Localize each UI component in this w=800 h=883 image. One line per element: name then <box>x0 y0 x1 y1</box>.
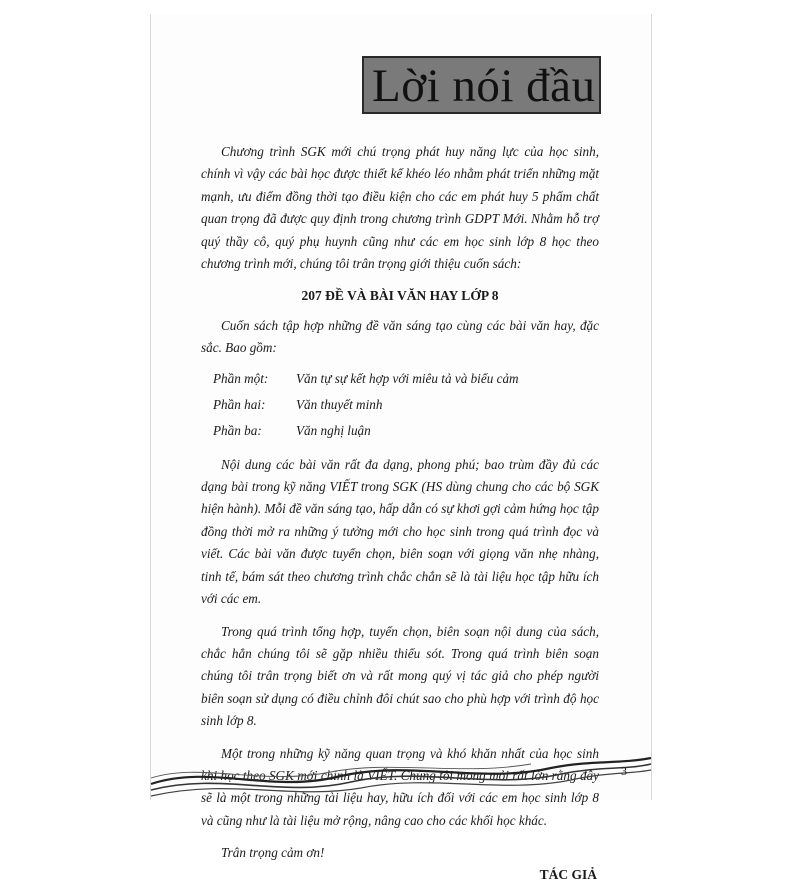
decorative-swash-icon <box>151 754 651 800</box>
process-paragraph: Trong quá trình tổng hợp, tuyển chọn, biên soạn nội dung của sách, chắc hẳn chúng tôi sẽ gặp nhiều thiếu sót. Trong quá trình biên soạn chúng tôi trân trọng biết ơn và rất mong quý vị tác giả cho phép người biên soạn sử dụng có điều chỉnh đôi chút sao cho phù hợp với trình độ học sinh lớp 8. <box>201 623 599 729</box>
part-label: Phần một: <box>213 370 269 386</box>
part-label: Phần hai: <box>213 396 266 412</box>
title-box <box>362 56 601 114</box>
part-item <box>213 392 599 418</box>
page-number: 3 <box>621 764 627 778</box>
collection-paragraph: Cuốn sách tập hợp những đề văn sáng tạo cùng các bài văn hay, đặc sắc. Bao gồm: <box>201 317 599 356</box>
part-label: Phần ba: <box>213 422 262 438</box>
parts-list <box>213 366 599 444</box>
content-paragraph: Nội dung các bài văn rất đa dạng, phong phú; bao trùm đầy đủ các dạng bài trong kỹ năng VIẾT trong SGK (HS dùng chung cho các bộ SGK hiện hành). Mỗi đề văn sáng tạo, hấp dẫn có sự khơi gợi cảm hứng học tập đồng thời mở ra những ý tưởng mới cho học sinh trong quá trình đọc và viết. Các bài văn được tuyển chọn, biên soạn với giọng văn nhẹ nhàng, tinh tế, bám sát theo chương trình chắc chắn sẽ là tài liệu học tập hữu ích với các em. <box>201 456 599 607</box>
part-item <box>213 366 599 392</box>
intro-paragraph: Chương trình SGK mới chú trọng phát huy năng lực của học sinh, chính vì vậy các bài học được thiết kế khéo léo nhằm phát triển những mặt mạnh, ưu điểm đồng thời tạo điều kiện cho các em phát huy 5 phẩm chất quan trọng đã được quy định trong chương trình GDPT Mới. Nhằm hỗ trợ quý thầy cô, quý phụ huynh cũng như các em học sinh lớp 8 học theo chương trình mới, chúng tôi trân trọng giới thiệu cuốn sách: <box>201 144 599 272</box>
part-item <box>213 418 599 444</box>
part-text: Văn nghị luận <box>296 422 371 438</box>
author-signature: TÁC GIẢ <box>539 866 597 882</box>
part-text: Văn tự sự kết hợp với miêu tả và biểu cảm <box>296 370 519 386</box>
book-page <box>150 14 652 882</box>
book-title: 207 ĐỀ VÀ BÀI VĂN HAY LỚP 8 <box>301 288 499 304</box>
skill-paragraph: Một trong những kỹ năng quan trọng và khó khăn nhất của học sinh khi học theo SGK mới chính là VIẾT. Chúng tôi mong mỏi rất lớn rằng đây sẽ là một trong những tài liệu hay, hữu ích đối với các em học sinh lớp 8 và cũng như là tài liệu mở rộng, nâng cao cho các khối học khác. <box>201 745 599 828</box>
part-text: Văn thuyết minh <box>296 396 383 412</box>
page-title: Lời nói đầu <box>372 60 596 112</box>
thanks-line: Trân trọng cảm ơn! <box>221 845 325 861</box>
